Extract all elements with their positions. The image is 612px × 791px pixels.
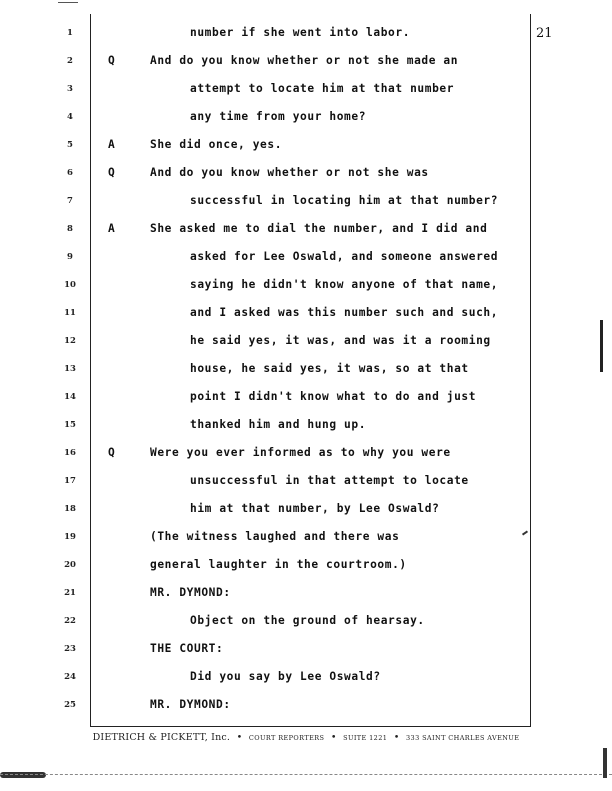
line-number: 21 [64, 588, 76, 598]
line-number: 8 [67, 224, 73, 234]
line-text: asked for Lee Oswald, and someone answered [190, 250, 499, 263]
line-text: Were you ever informed as to why you were [150, 446, 451, 459]
footer-address: 333 SAINT CHARLES AVENUE [406, 734, 520, 742]
line-number: 1 [67, 28, 73, 38]
footer-firm: DIETRICH & PICKETT, Inc. [92, 732, 231, 743]
transcript-line [0, 303, 612, 323]
line-number: 5 [67, 140, 73, 150]
line-text: THE COURT: [150, 642, 224, 655]
transcript-line [0, 415, 612, 435]
speaker-label: A [108, 222, 116, 235]
transcript-line [0, 471, 612, 491]
scan-artifact [0, 772, 46, 778]
transcript-line [0, 163, 612, 183]
line-text: and I asked was this number such and such, [190, 306, 499, 319]
speaker-label: Q [108, 54, 116, 67]
transcript-line [0, 639, 612, 659]
footer-role: COURT REPORTERS [248, 734, 325, 742]
line-text: number if she went into labor. [190, 26, 411, 39]
line-number: 18 [64, 504, 76, 514]
line-text: unsuccessful in that attempt to locate [190, 474, 469, 487]
line-text: thanked him and hung up. [190, 418, 367, 431]
transcript-line [0, 331, 612, 351]
scan-mark-bottom-right [603, 748, 607, 778]
transcript-line [0, 387, 612, 407]
line-text: attempt to locate him at that number [190, 82, 455, 95]
line-text: (The witness laughed and there was [150, 530, 400, 543]
line-number: 14 [64, 392, 76, 402]
line-text: any time from your home? [190, 110, 367, 123]
transcript-line [0, 79, 612, 99]
transcript-line [0, 247, 612, 267]
line-text: She asked me to dial the number, and I did and [150, 222, 488, 235]
line-text: saying he didn't know anyone of that name, [190, 278, 499, 291]
line-number: 22 [64, 616, 76, 626]
line-number: 10 [64, 280, 76, 290]
page-number: 21 [536, 26, 553, 41]
line-number: 17 [64, 476, 76, 486]
line-number: 12 [64, 336, 76, 346]
line-number: 23 [64, 644, 76, 654]
transcript-line [0, 443, 612, 463]
line-number: 25 [64, 700, 76, 710]
transcript-line [0, 583, 612, 603]
line-text: him at that number, by Lee Oswald? [190, 502, 440, 515]
transcript-line [0, 51, 612, 71]
bottom-rule [90, 726, 531, 727]
line-text: successful in locating him at that number? [190, 194, 499, 207]
footer-separator: • [330, 732, 337, 743]
transcript-line [0, 499, 612, 519]
transcript-line [0, 611, 612, 631]
footer-separator: • [236, 732, 243, 743]
transcript-line [0, 555, 612, 575]
transcript-line [0, 23, 612, 43]
transcript-line [0, 695, 612, 715]
transcript-line [0, 107, 612, 127]
transcript-line [0, 667, 612, 687]
transcript-line [0, 191, 612, 211]
transcript-line [0, 275, 612, 295]
line-text: And do you know whether or not she made an [150, 54, 459, 67]
line-text: And do you know whether or not she was [150, 166, 429, 179]
line-number: 3 [67, 84, 73, 94]
footer-suite: SUITE 1221 [343, 734, 388, 742]
scan-mark [58, 2, 78, 7]
line-text: She did once, yes. [150, 138, 283, 151]
line-text: he said yes, it was, and was it a rooming [190, 334, 491, 347]
line-number: 4 [67, 112, 73, 122]
line-text: general laughter in the courtroom.) [150, 558, 407, 571]
footer-separator: • [393, 732, 400, 743]
transcript-line [0, 135, 612, 155]
line-number: 6 [67, 168, 73, 178]
line-text: MR. DYMOND: [150, 586, 231, 599]
line-number: 2 [67, 56, 73, 66]
transcript-line [0, 527, 612, 547]
line-text: point I didn't know what to do and just [190, 390, 477, 403]
line-number: 19 [64, 532, 76, 542]
speaker-label: Q [108, 166, 116, 179]
reporter-footer [0, 732, 612, 748]
line-number: 16 [64, 448, 76, 458]
speaker-label: A [108, 138, 116, 151]
scan-edge [0, 774, 612, 775]
line-text: Did you say by Lee Oswald? [190, 670, 381, 683]
speaker-label: Q [108, 446, 116, 459]
scan-mark-right [600, 320, 603, 372]
transcript-line [0, 359, 612, 379]
line-number: 13 [64, 364, 76, 374]
line-number: 9 [67, 252, 73, 262]
line-text: Object on the ground of hearsay. [190, 614, 425, 627]
line-number: 11 [64, 308, 76, 318]
line-number: 24 [64, 672, 76, 682]
line-text: house, he said yes, it was, so at that [190, 362, 469, 375]
line-text: MR. DYMOND: [150, 698, 231, 711]
line-number: 15 [64, 420, 76, 430]
line-number: 20 [64, 560, 76, 570]
transcript-line [0, 219, 612, 239]
line-number: 7 [67, 196, 73, 206]
